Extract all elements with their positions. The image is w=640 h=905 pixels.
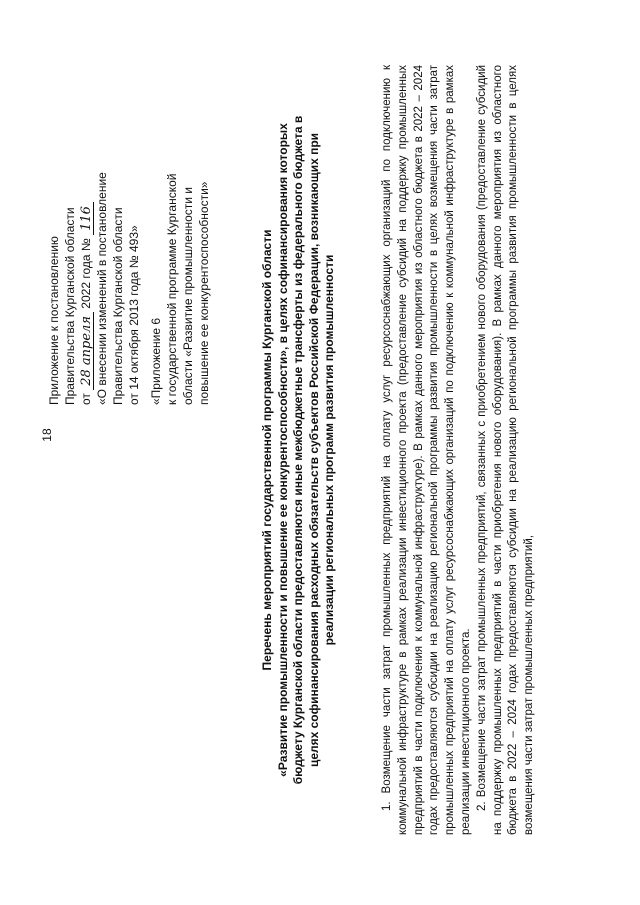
appendix-header [46, 65, 142, 405]
page-number: 18 [40, 428, 54, 442]
appendix6-line: «Приложение 6 [149, 317, 163, 405]
appendix-year: 2022 года № [79, 238, 93, 309]
appendix-line: Приложение к постановлению [47, 236, 61, 405]
appendix-from: от [79, 393, 93, 405]
appendix-date-line [78, 65, 94, 405]
appendix-line: «О внесении изменений в постановление [95, 172, 109, 405]
handwritten-date: 28 апреля [80, 312, 94, 390]
appendix6-line: области «Развитие промышленности и [181, 186, 195, 405]
rotated-content [40, 55, 600, 845]
handwritten-number: 116 [80, 202, 94, 235]
title-line: реализации региональных программ развития промышленности [322, 254, 336, 646]
appendix6-header [148, 65, 212, 405]
title-line: Перечень мероприятий государственной программы Курганской области [260, 229, 274, 671]
document-title [260, 65, 338, 835]
title-line: «Развитие промышленности и повышение ее конкурентоспособности», в целях софинансирования которых [275, 123, 290, 777]
appendix-line: Правительства Курганской области [63, 207, 77, 405]
appendix-line: Правительства Курганской области [111, 207, 125, 405]
paragraph-2: 2. Возмещение части затрат промышленных предприятий, связанных с приобретением нового оборудования (предоставление субсидий на поддержку промышленных предприятий в части приобретения нового оборудования). В рамках данного мероприятия из областного бюджета в 2022 – 2024 годах предоставляются субсидии на реализацию региональной программы развития промышленности в целях возмещения части затрат промышленных предприятий, [475, 65, 536, 835]
title-line: бюджету Курганской области предоставляются иные межбюджетные трансферты из федерального бюджета в [291, 115, 305, 785]
paragraph-1: 1. Возмещение части затрат промышленных предприятий на оплату услуг ресурсоснабжающих организаций по подключению к коммунальной инфраструктуре в рамках реализации инвестиционного проекта (предоставление субсидий на поддержку промышленных предприятий в части подключения к коммунальной инфраструктуре). В рамках данного мероприятия из областного бюджета в 2022 – 2024 годах предоставляются субсидии на реализацию региональной программы развития промышленности в целях возмещения части затрат промышленных предприятий на оплату услуг ресурсоснабжающих организаций по подключению к коммунальной инфраструктуре в рамках реализации инвестиционного проекта. [381, 65, 472, 835]
appendix-line: от 14 октября 2013 года № 493» [127, 225, 141, 405]
title-line: целях софинансирования расходных обязательств субъектов Российской Федерации, возникающих при [306, 132, 321, 768]
document-body [380, 65, 538, 835]
appendix6-line: повышение ее конкурентоспособности» [197, 181, 211, 405]
appendix6-line: к государственной программе Курганской [165, 173, 179, 405]
